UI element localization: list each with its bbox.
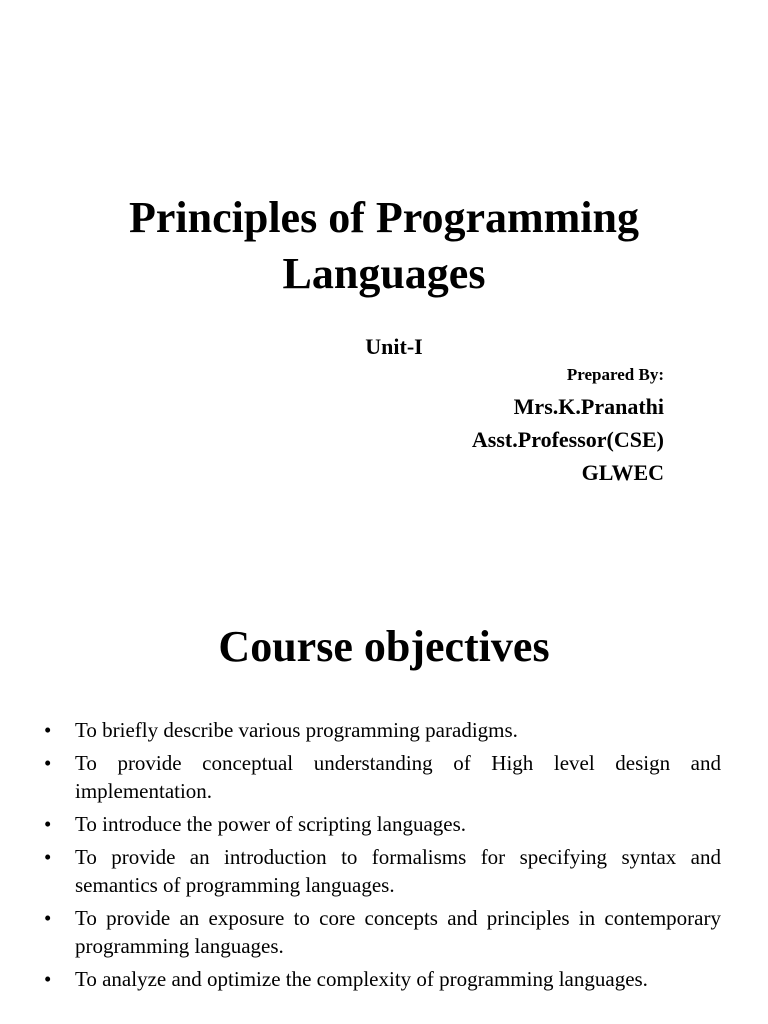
bullet-icon: • [44,812,52,836]
bullet-icon: • [44,967,52,991]
list-item [44,965,721,993]
bullet-icon: • [44,845,52,869]
author-role: Asst.Professor(CSE) [471,427,664,452]
list-item [44,843,721,899]
list-item [44,716,721,744]
bullet-icon: • [44,906,52,930]
bullet-icon: • [44,718,52,742]
presentation-title-line-1: Principles of Programming [129,193,639,242]
section-title: Course objectives [218,622,550,671]
presentation-title [0,190,768,302]
author-name: Mrs.K.Pranathi [513,394,664,419]
objective-text: To introduce the power of scripting languages. [75,812,467,836]
list-item [44,904,721,960]
objective-text: To provide conceptual understanding of High level design and implementation. [75,751,721,803]
objective-text: To provide an introduction to formalisms for specifying syntax and semantics of programming languages. [75,845,721,897]
list-item [44,810,721,838]
objectives-list [44,716,721,998]
unit-label: Unit-I [365,334,423,359]
presentation-title-line-2: Languages [282,249,486,298]
objectives-slide [0,576,768,1024]
author-institution: GLWEC [581,460,664,485]
objective-text: To analyze and optimize the complexity of programming languages. [75,967,648,991]
prepared-by-label: Prepared By: [566,365,664,384]
objective-text: To provide an exposure to core concepts and principles in contemporary programming languages. [75,906,721,958]
objective-text: To briefly describe various programming paradigms. [75,718,518,742]
list-item [44,749,721,805]
bullet-icon: • [44,751,52,775]
